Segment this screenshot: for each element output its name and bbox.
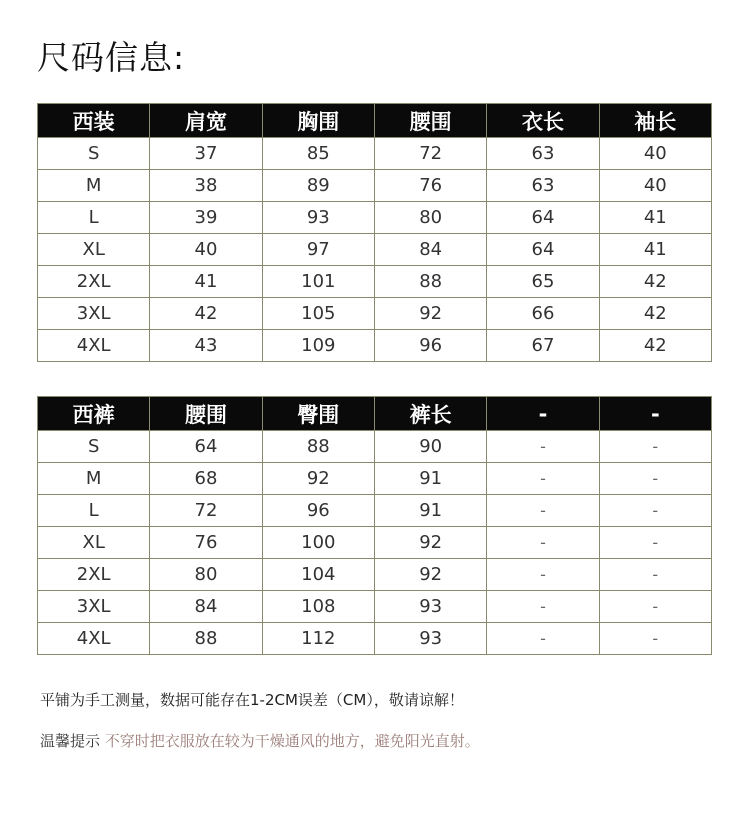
table-cell: XL [38, 234, 150, 266]
table-row [38, 431, 712, 463]
table-cell: 96 [374, 330, 486, 362]
table-cell: M [38, 170, 150, 202]
table-cell: 40 [150, 234, 262, 266]
table-cell: 40 [599, 138, 711, 170]
table-cell: 105 [262, 298, 374, 330]
table-row [38, 266, 712, 298]
table-cell: 85 [262, 138, 374, 170]
table-cell: L [38, 202, 150, 234]
table-row [38, 330, 712, 362]
table-cell: 38 [150, 170, 262, 202]
header-cell: - [599, 397, 711, 431]
table-cell: - [487, 623, 599, 655]
table-row [38, 527, 712, 559]
table-cell: 108 [262, 591, 374, 623]
table-row [38, 623, 712, 655]
table-cell: - [599, 591, 711, 623]
table-cell: 65 [487, 266, 599, 298]
table-cell: 92 [262, 463, 374, 495]
table-cell: - [487, 559, 599, 591]
table-cell: 2XL [38, 559, 150, 591]
table-cell: 93 [262, 202, 374, 234]
table-cell: 96 [262, 495, 374, 527]
table-cell: 80 [374, 202, 486, 234]
table-cell: 92 [374, 559, 486, 591]
table-cell: S [38, 431, 150, 463]
table-cell: - [599, 623, 711, 655]
table-cell: 41 [599, 202, 711, 234]
table-cell: - [599, 431, 711, 463]
table-cell: M [38, 463, 150, 495]
header-cell: 西装 [38, 104, 150, 138]
table-header-row [38, 104, 712, 138]
table-cell: 4XL [38, 623, 150, 655]
table-cell: 84 [374, 234, 486, 266]
table-cell: 64 [487, 234, 599, 266]
table-cell: 63 [487, 138, 599, 170]
table-row [38, 559, 712, 591]
header-cell: 臀围 [262, 397, 374, 431]
table-cell: 84 [150, 591, 262, 623]
table-cell: 76 [374, 170, 486, 202]
table-cell: 80 [150, 559, 262, 591]
table-cell: - [599, 463, 711, 495]
table-row [38, 202, 712, 234]
table-cell: 41 [599, 234, 711, 266]
header-cell: 胸围 [262, 104, 374, 138]
header-cell: 袖长 [599, 104, 711, 138]
table-cell: 63 [487, 170, 599, 202]
table-cell: - [487, 431, 599, 463]
header-cell: 裤长 [374, 397, 486, 431]
table-cell: 93 [374, 591, 486, 623]
table-cell: - [487, 591, 599, 623]
table-cell: 88 [374, 266, 486, 298]
table-cell: 88 [262, 431, 374, 463]
header-cell: 肩宽 [150, 104, 262, 138]
table-cell: 66 [487, 298, 599, 330]
tip-label: 温馨提示 [40, 732, 101, 750]
table-cell: 100 [262, 527, 374, 559]
table-cell: 39 [150, 202, 262, 234]
table-row [38, 495, 712, 527]
table-cell: 97 [262, 234, 374, 266]
table-cell: 104 [262, 559, 374, 591]
table-cell: 101 [262, 266, 374, 298]
header-cell: 腰围 [374, 104, 486, 138]
table-cell: 88 [150, 623, 262, 655]
table-row [38, 591, 712, 623]
care-tip [40, 731, 480, 751]
table-cell: - [599, 559, 711, 591]
table-cell: 67 [487, 330, 599, 362]
tip-text: 不穿时把衣服放在较为干燥通风的地方，避免阳光直射。 [104, 732, 480, 750]
table-cell: 42 [599, 330, 711, 362]
table-cell: 64 [487, 202, 599, 234]
header-cell: 西裤 [38, 397, 150, 431]
header-cell: 衣长 [487, 104, 599, 138]
table-cell: 42 [599, 298, 711, 330]
table-cell: 72 [150, 495, 262, 527]
table-cell: 64 [150, 431, 262, 463]
table-cell: 112 [262, 623, 374, 655]
page-title: 尺码信息: [37, 38, 186, 77]
measurement-note: 平铺为手工测量，数据可能存在1-2CM误差（CM），敬请谅解！ [40, 691, 464, 709]
table-cell: 90 [374, 431, 486, 463]
table-header-row [38, 397, 712, 431]
table-cell: 109 [262, 330, 374, 362]
table-cell: 42 [599, 266, 711, 298]
table-cell: 91 [374, 495, 486, 527]
table-row [38, 463, 712, 495]
suit-size-table [37, 103, 712, 362]
table-cell: 4XL [38, 330, 150, 362]
table-cell: - [599, 527, 711, 559]
header-cell: - [487, 397, 599, 431]
table-cell: XL [38, 527, 150, 559]
table-cell: 92 [374, 527, 486, 559]
table-cell: 3XL [38, 591, 150, 623]
table-cell: 89 [262, 170, 374, 202]
table-cell: 41 [150, 266, 262, 298]
table-cell: 68 [150, 463, 262, 495]
table-cell: 91 [374, 463, 486, 495]
table-cell: 72 [374, 138, 486, 170]
table-row [38, 138, 712, 170]
table-cell: - [599, 495, 711, 527]
table-cell: 76 [150, 527, 262, 559]
table-cell: - [487, 527, 599, 559]
table-cell: L [38, 495, 150, 527]
table-cell: 40 [599, 170, 711, 202]
table-cell: 37 [150, 138, 262, 170]
table-row [38, 170, 712, 202]
table-cell: S [38, 138, 150, 170]
table-cell: - [487, 495, 599, 527]
table-cell: 93 [374, 623, 486, 655]
table-cell: - [487, 463, 599, 495]
table-cell: 42 [150, 298, 262, 330]
table-cell: 43 [150, 330, 262, 362]
table-row [38, 298, 712, 330]
table-cell: 92 [374, 298, 486, 330]
table-cell: 3XL [38, 298, 150, 330]
table-row [38, 234, 712, 266]
pants-size-table [37, 396, 712, 655]
table-cell: 2XL [38, 266, 150, 298]
header-cell: 腰围 [150, 397, 262, 431]
